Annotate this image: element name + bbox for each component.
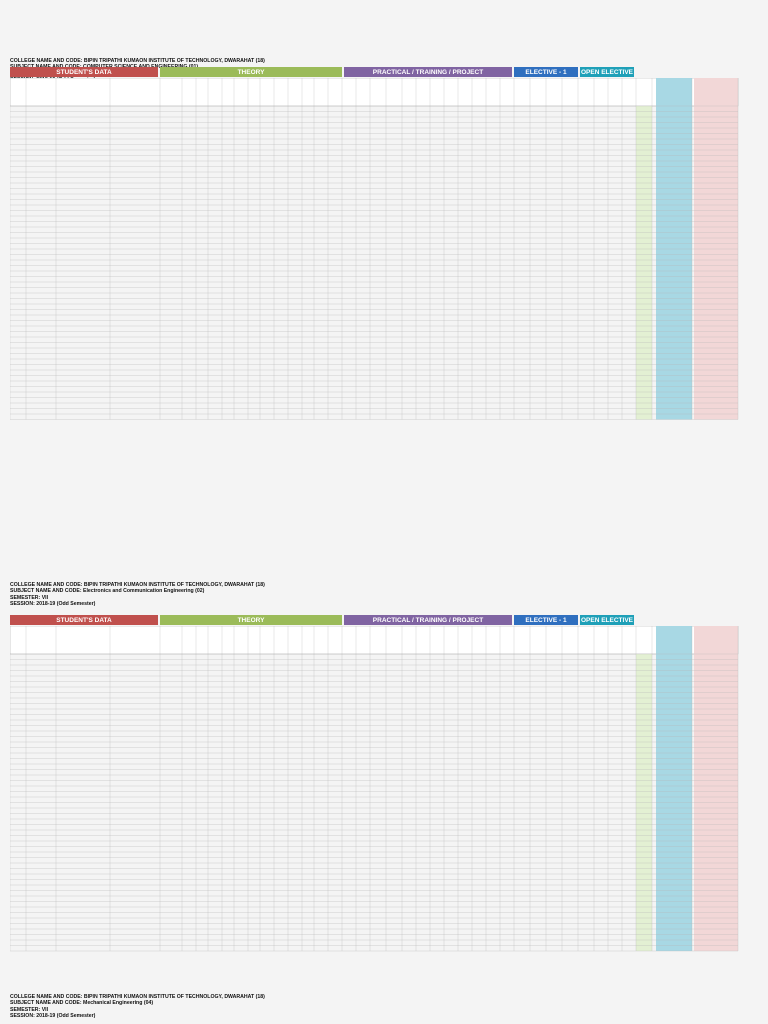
band-practical: PRACTICAL / TRAINING / PROJECT [344,67,512,77]
college-line: COLLEGE NAME AND CODE: BIPIN TRIPATHI KUMAON INSTITUTE OF TECHNOLOGY, DWARAHAT (18) [10,582,265,588]
result-section-ece [10,582,758,1002]
marks-table [10,626,758,998]
band-students: STUDENT'S DATA [10,67,158,77]
session-line: SESSION: 2018-19 (Odd Semester) [10,601,96,608]
semester-line: SEMESTER: VII [10,1006,49,1013]
marks-table [10,78,758,498]
band-open-elective: OPEN ELECTIVE [580,616,633,624]
result-section-cse [10,58,758,498]
college-line: COLLEGE NAME AND CODE: BIPIN TRIPATHI KUMAON INSTITUTE OF TECHNOLOGY, DWARAHAT (18) [10,58,265,64]
band-open-elective: OPEN ELECTIVE [580,68,633,76]
band-elective: ELECTIVE - 1 [514,615,578,625]
section-header [10,994,758,1020]
band-theory: THEORY [160,615,342,625]
session-line: SESSION: 2018-19 (Odd Semester) [10,1013,96,1020]
college-line: COLLEGE NAME AND CODE: BIPIN TRIPATHI KUMAON INSTITUTE OF TECHNOLOGY, DWARAHAT (18) [10,994,265,1000]
band-elective: ELECTIVE - 1 [514,67,578,77]
band-practical: PRACTICAL / TRAINING / PROJECT [344,615,512,625]
subject-line: SUBJECT NAME AND CODE: Mechanical Engineering (04) [10,1000,154,1007]
band-students: STUDENT'S DATA [10,615,158,625]
result-section-me [10,994,758,1024]
subject-line: SUBJECT NAME AND CODE: Electronics and Communication Engineering (02) [10,588,205,595]
semester-line: SEMESTER: VII [10,594,49,601]
section-header [10,582,758,608]
band-theory: THEORY [160,67,342,77]
